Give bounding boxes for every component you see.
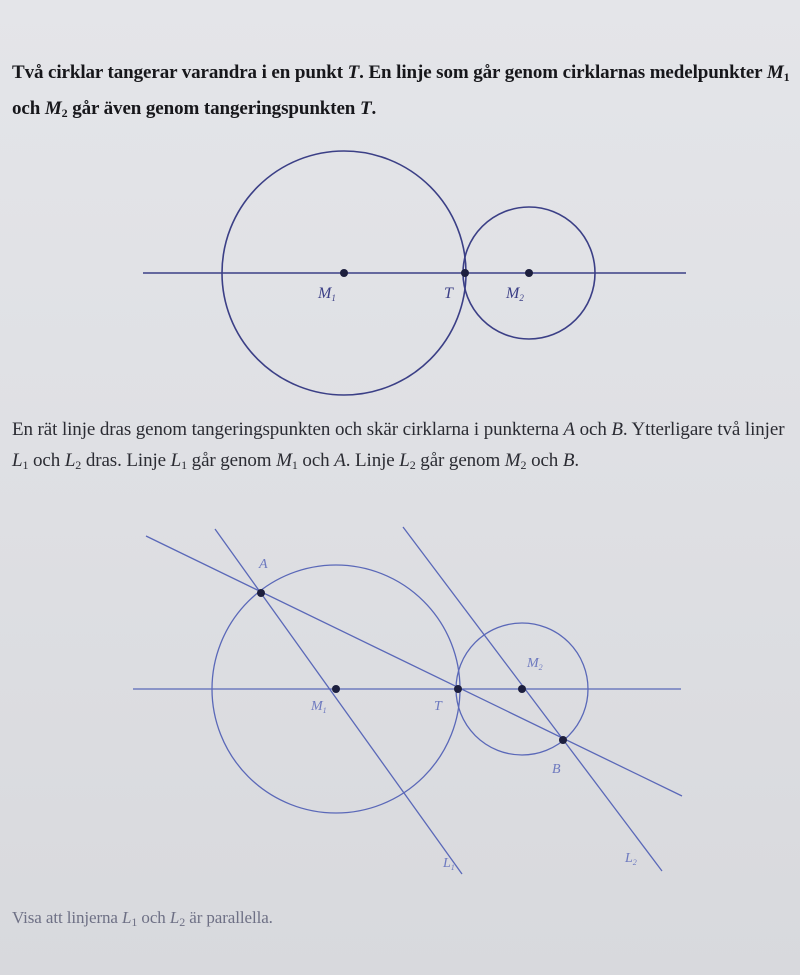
text-segment: . (371, 98, 377, 119)
task-text (12, 902, 792, 938)
label-m1-2: $M_1$ (311, 699, 327, 715)
math-M1: M (766, 62, 784, 83)
label-m2: M2 (506, 285, 524, 303)
text-segment: . En linje som går genom cirklarnas medelpunkter (359, 62, 767, 83)
label-m2-2: $M_2$ (527, 656, 543, 672)
line-l1 (215, 529, 462, 874)
text-segment: går även genom tangeringspunkten (67, 98, 360, 119)
label-t-2: T (434, 699, 442, 714)
text-segment: dras. Linje (81, 450, 171, 471)
math-subscript-1: 1 (181, 458, 188, 472)
figure-2-lines-through-tangent-point (133, 527, 682, 874)
math-subscript-2: 2 (409, 458, 416, 472)
label-l1: $L_1$ (443, 856, 455, 872)
math-M2: M (504, 450, 521, 471)
text-segment: . Linje (345, 450, 400, 471)
math-subscript-1: 1 (131, 915, 138, 929)
text-segment: . (574, 450, 580, 471)
text-segment: En rät linje dras genom tangeringspunkten och skär cirklarna i punkterna (12, 419, 564, 440)
text-segment: Visa att linjerna (12, 908, 123, 927)
line-ab (146, 536, 682, 796)
label-t: T (444, 285, 453, 302)
math-A: A (563, 419, 575, 440)
math-subscript-1: 1 (291, 458, 298, 472)
math-L2: L (169, 908, 180, 927)
point-m2-2 (518, 685, 526, 693)
text-segment: och (297, 450, 335, 471)
text-segment: Två cirklar tangerar varandra i en punkt (12, 62, 348, 83)
text-segment: och (574, 419, 612, 440)
math-T: T (347, 62, 360, 83)
math-M2: M (44, 98, 62, 119)
math-subscript-2: 2 (179, 915, 186, 929)
math-L1: L (12, 450, 23, 471)
label-b: B (552, 762, 561, 777)
text-segment: och (526, 450, 563, 471)
math-L1: L (122, 908, 132, 927)
line-l2 (403, 527, 662, 871)
point-b (559, 736, 567, 744)
math-L2: L (399, 450, 410, 471)
point-m2 (525, 269, 533, 277)
math-subscript-2: 2 (520, 458, 527, 472)
text-segment: och (28, 450, 65, 471)
math-subscript-1: 1 (783, 70, 790, 84)
math-T: T (359, 98, 372, 119)
math-A: A (334, 450, 346, 471)
text-segment: går genom (187, 450, 277, 471)
math-subscript-1: 1 (22, 458, 29, 472)
point-m1-2 (332, 685, 340, 693)
text-segment: och (137, 908, 170, 927)
point-m1 (340, 269, 348, 277)
label-a: A (259, 557, 268, 572)
point-t-2 (454, 685, 462, 693)
math-subscript-2: 2 (75, 458, 82, 472)
math-L2: L (64, 450, 76, 471)
point-t (461, 269, 469, 277)
math-B: B (562, 450, 575, 471)
math-subscript-2: 2 (61, 106, 68, 120)
text-segment: och (12, 98, 45, 119)
math-L1: L (170, 450, 182, 471)
text-segment: . Ytterligare två linjer (622, 419, 785, 440)
label-l2: $L_2$ (625, 851, 637, 867)
text-segment: går genom (415, 450, 505, 471)
construction-text (12, 414, 792, 481)
text-segment: är parallella. (185, 908, 273, 927)
math-B: B (611, 419, 623, 440)
point-a (257, 589, 265, 597)
label-m1: M1 (318, 285, 336, 303)
math-M1: M (276, 450, 292, 471)
